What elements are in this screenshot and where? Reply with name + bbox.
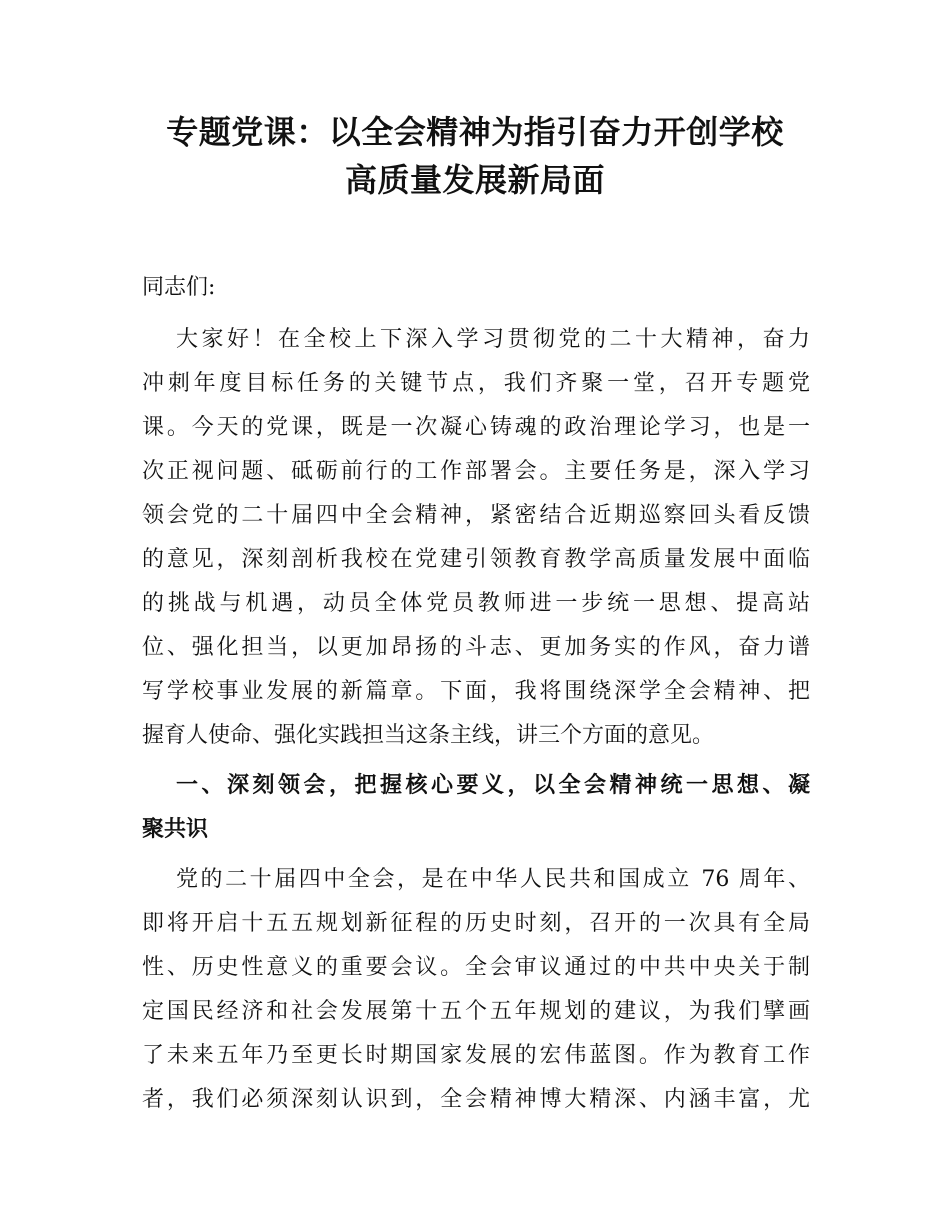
paragraph-opening [142, 318, 810, 758]
paragraph-line: 领会党的二十届四中全会精神，紧密结合近期巡察回头看反馈 [142, 503, 810, 528]
paragraph-line: 位、强化担当，以更加昂扬的斗志、更加务实的作风，奋力谱 [142, 635, 810, 660]
paragraph-line: 即将开启十五五规划新征程的历史时刻，召开的一次具有全局 [142, 911, 810, 936]
paragraph-line: 的意见，深刻剖析我校在党建引领教育教学高质量发展中面临 [142, 547, 810, 572]
paragraph-line: 定国民经济和社会发展第十五个五年规划的建议，为我们擘画 [142, 999, 810, 1024]
heading-line: 一、深刻领会，把握核心要义，以全会精神统一思想、凝 [176, 773, 810, 798]
paragraph-line: 了未来五年乃至更长时期国家发展的宏伟蓝图。作为教育工作 [142, 1043, 810, 1068]
document-body [142, 264, 810, 1128]
paragraph-line: 党的二十届四中全会，是在中华人民共和国成立 76 周年、 [176, 867, 810, 892]
document-title [140, 108, 810, 204]
paragraph-line: 大家好！在全校上下深入学习贯彻党的二十大精神，奋力 [176, 327, 810, 352]
paragraph-line: 写学校事业发展的新篇章。下面，我将围绕深学全会精神、把 [142, 679, 810, 704]
paragraph-line: 的挑战与机遇，动员全体党员教师进一步统一思想、提高站 [142, 591, 810, 616]
paragraph-line: 冲刺年度目标任务的关键节点，我们齐聚一堂，召开专题党 [142, 371, 810, 396]
heading-line: 聚共识 [142, 817, 209, 842]
section-heading-1 [142, 764, 810, 852]
paragraph-line: 者，我们必须深刻认识到，全会精神博大精深、内涵丰富，尤 [142, 1087, 810, 1112]
title-line-1: 专题党课：以全会精神为指引奋力开创学校 [166, 113, 784, 151]
salutation: 同志们: [142, 275, 216, 300]
paragraph-line: 性、历史性意义的重要会议。全会审议通过的中共中央关于制 [142, 955, 810, 980]
paragraph-line: 次正视问题、砥砺前行的工作部署会。主要任务是，深入学习 [142, 459, 810, 484]
paragraph-line: 课。今天的党课，既是一次凝心铸魂的政治理论学习，也是一 [142, 415, 810, 440]
title-line-2: 高质量发展新局面 [344, 161, 605, 199]
paragraph-section-1 [142, 858, 810, 1122]
paragraph-line: 握育人使命、强化实践担当这条主线，讲三个方面的意见。 [142, 723, 715, 748]
